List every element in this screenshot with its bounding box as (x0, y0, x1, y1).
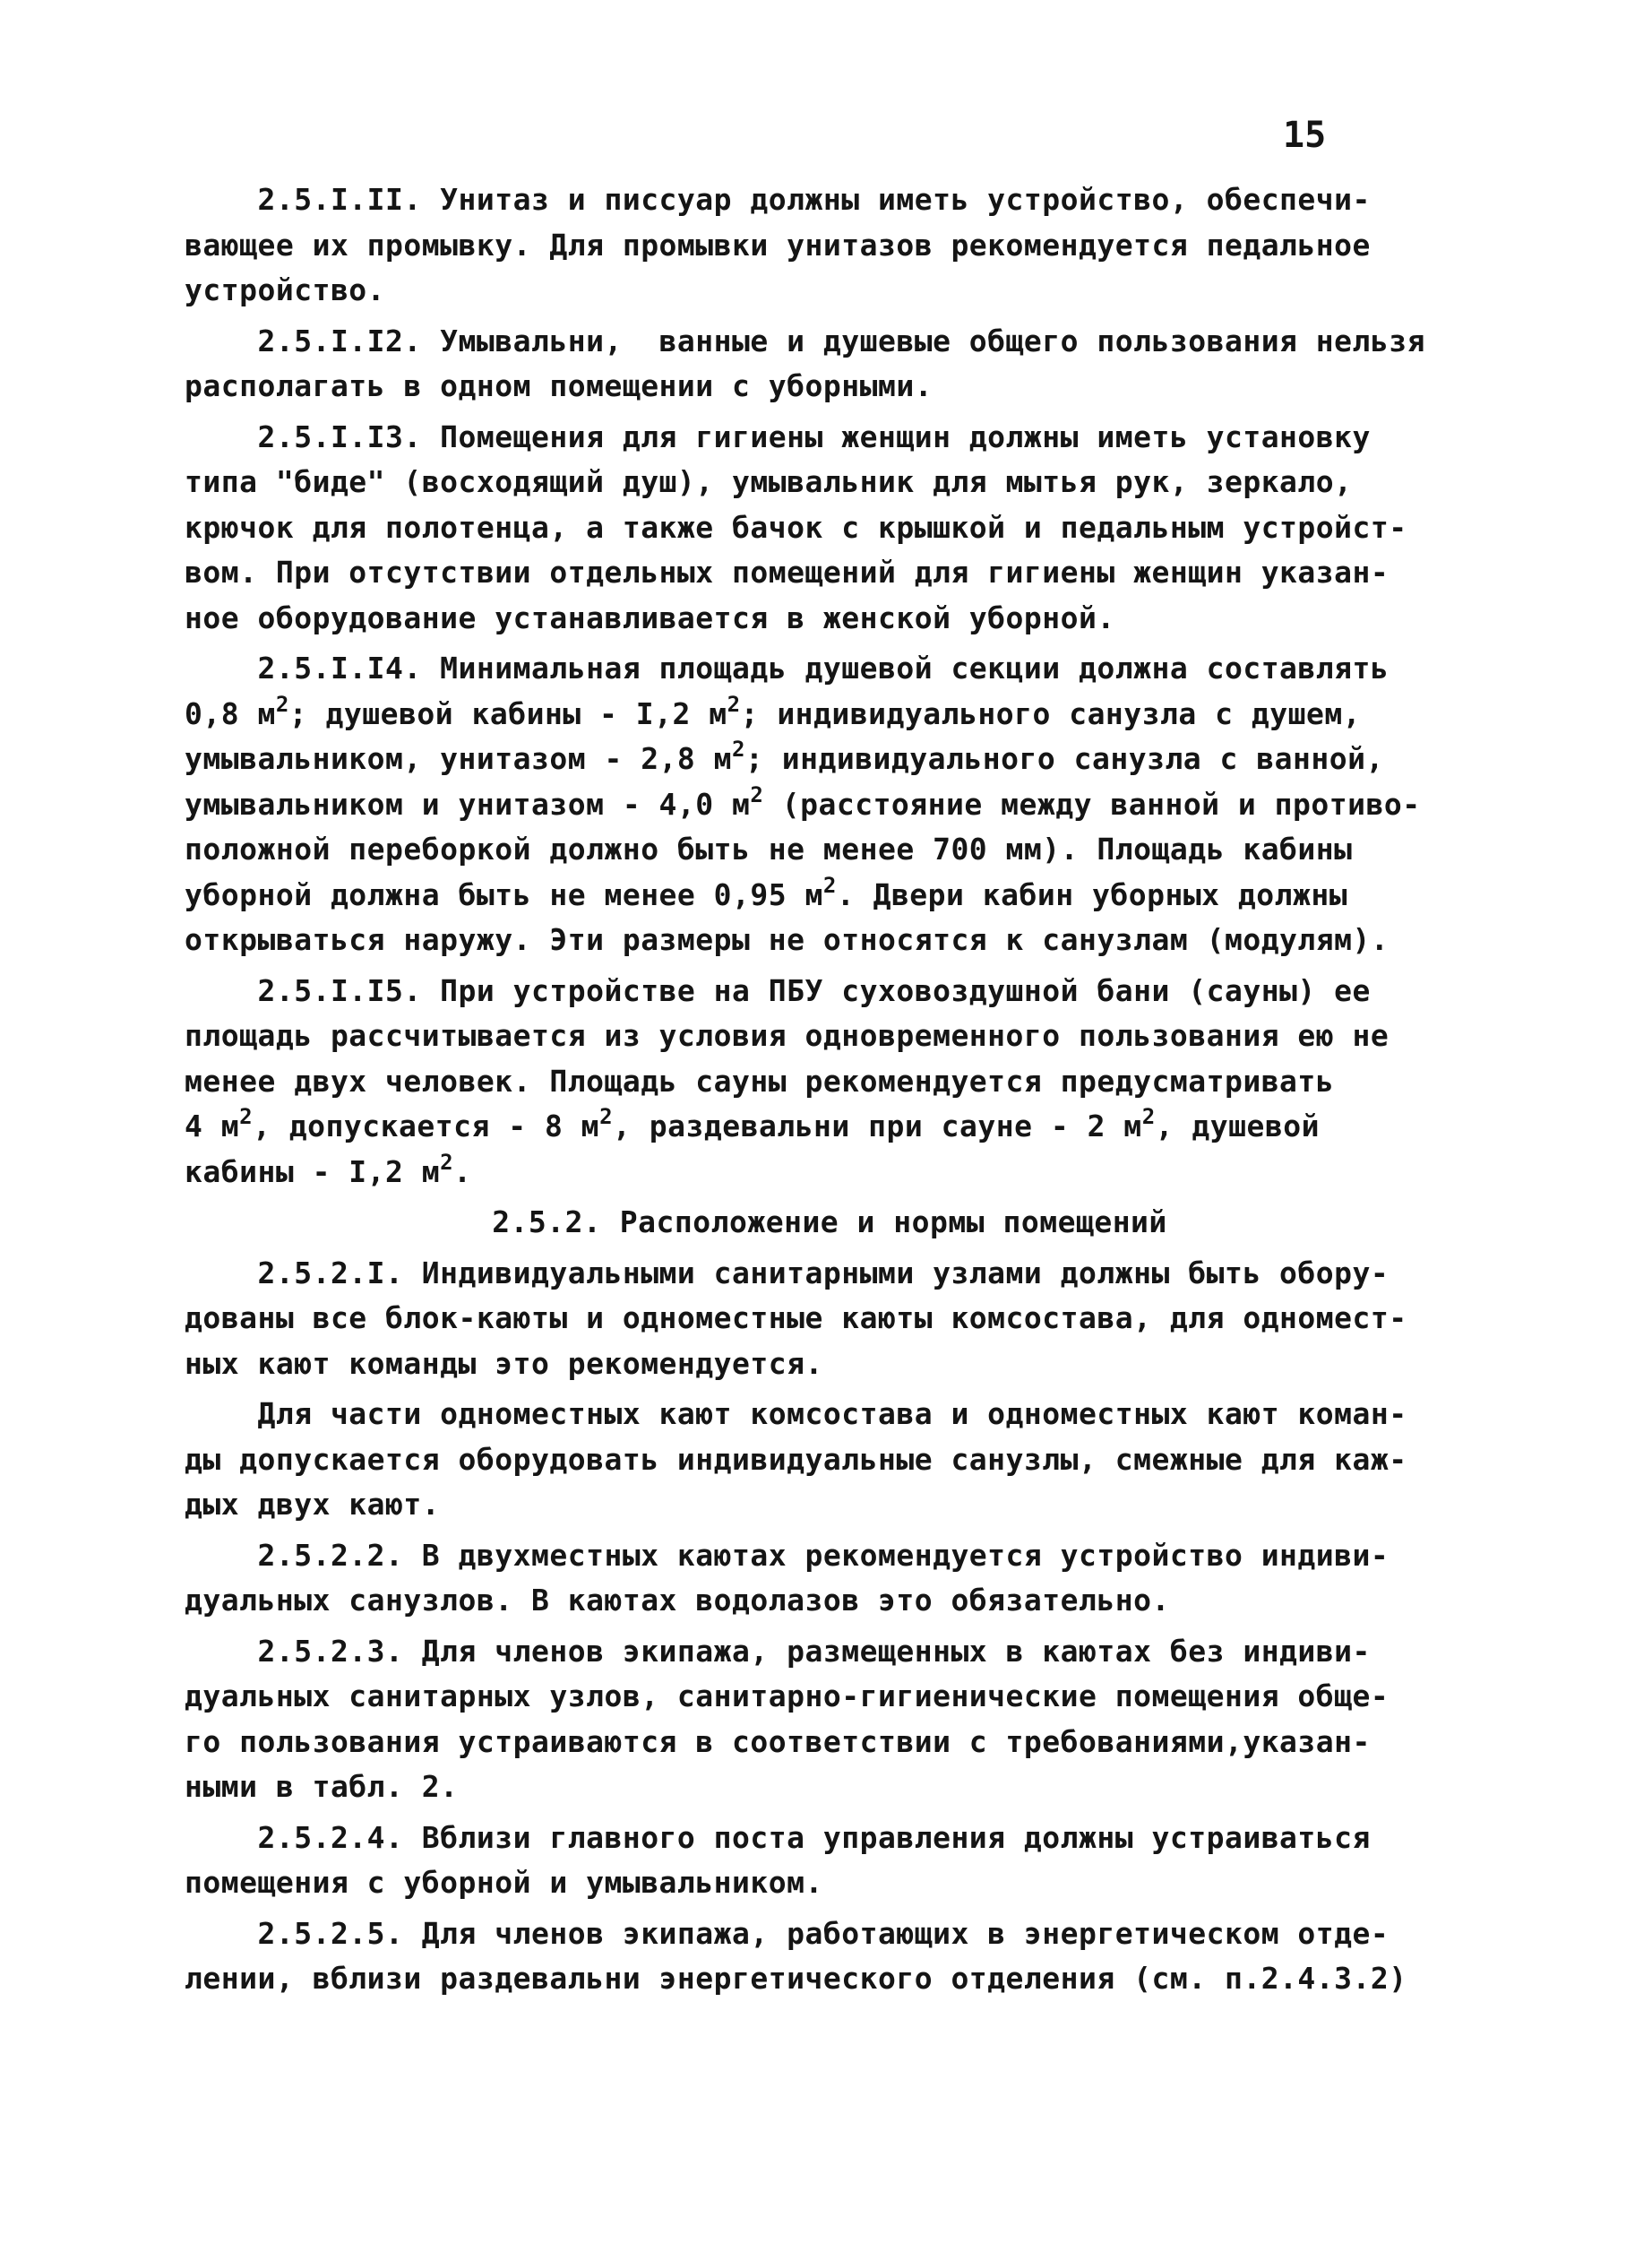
text-line: ды допускается оборудовать индивидуальные санузлы, смежные для каж- (185, 1441, 1407, 1477)
text-line: го пользования устраиваются в соответствии с требованиями,указан- (185, 1723, 1371, 1759)
text-line: 2.5.2.4. Вблизи главного поста управления должны устраиваться (185, 1819, 1371, 1855)
text-line: площадь рассчитывается из условия одновременного пользования ею не (185, 1018, 1390, 1053)
text-line: дуальных санитарных узлов, санитарно-гигиенические помещения обще- (185, 1678, 1390, 1713)
superscript: 2 (275, 691, 289, 717)
text-line: типа "биде" (восходящий душ), умывальник для мытья рук, зеркало, (185, 464, 1353, 499)
superscript: 2 (727, 691, 741, 717)
text-line: устройство. (185, 272, 386, 307)
text-line: открываться наружу. Эти размеры не относятся к санузлам (модулям). (185, 922, 1390, 957)
text-line: 2.5.I.I3. Помещения для гигиены женщин должны иметь установку (185, 418, 1371, 454)
text-line: ными в табл. 2. (185, 1769, 459, 1804)
superscript: 2 (440, 1149, 454, 1175)
text-line: 2.5.I.I5. При устройстве на ПБУ суховоздушной бани (сауны) ее (185, 972, 1371, 1008)
text-line: располагать в одном помещении с уборными. (185, 368, 934, 403)
text-line: умывальником и унитазом - 4,0 $м^2$ (расстояние между ванной и противо- (185, 781, 1421, 822)
text-line: Для части одноместных кают комсостава и одноместных кают коман- (185, 1396, 1407, 1431)
text-line: ных кают команды это рекомендуется. (185, 1345, 823, 1381)
text-line: кабины - I,2 $м^2$. (185, 1149, 472, 1189)
superscript: 2 (239, 1104, 254, 1129)
text-line: положной переборкой должно быть не менее 700 мм). Площадь кабины (185, 832, 1353, 867)
superscript: 2 (1141, 1104, 1156, 1129)
superscript: 2 (822, 872, 837, 898)
text-line: менее двух человек. Площадь сауны рекомендуется предусматривать (185, 1063, 1335, 1099)
page-number: 15 (1283, 115, 1327, 156)
document-body (185, 177, 1475, 2002)
text-line: 2.5.I.I2. Умывальни, ванные и душевые общего пользования нельзя (185, 323, 1426, 358)
text-line: 2.5.I.II. Унитаз и писсуар должны иметь устройство, обеспечи- (185, 182, 1371, 217)
text-line: 0,8 $м^2$; душевой кабины - I,2 $м^2$; индивидуального санузла с душем, (185, 691, 1362, 731)
text-line: 2.5.2.I. Индивидуальными санитарными узлами должны быть обору- (185, 1255, 1390, 1290)
text-line: дых двух кают. (185, 1487, 441, 1522)
text-line: 2.5.2.2. В двухместных каютах рекомендуется устройство индиви- (185, 1537, 1390, 1573)
section-heading: 2.5.2. Расположение и нормы помещений (492, 1204, 1167, 1239)
text-line: вающее их промывку. Для промывки унитазов рекомендуется педальное (185, 227, 1371, 263)
text-line: умывальником, унитазом - 2,8 $м^2$; индивидуального санузла с ванной, (185, 737, 1384, 776)
text-line: лении, вблизи раздевальни энергетического отделения (см. п.2.4.3.2) (185, 1961, 1407, 1996)
text-line: 2.5.2.3. Для членов экипажа, размещенных в каютах без индиви- (185, 1633, 1371, 1669)
text-line: 4 $м^2$, допускается - 8 $м^2$, раздевальни при сауне - 2 $м^2$, душевой (185, 1104, 1320, 1143)
text-line: ное оборудование устанавливается в женской уборной. (185, 600, 1115, 635)
text-line: помещения с уборной и умывальником. (185, 1865, 823, 1900)
text-line: крючок для полотенца, а также бачок с крышкой и педальным устройст- (185, 509, 1407, 545)
text-line: 2.5.I.I4. Минимальная площадь душевой секции должна составлять (185, 651, 1390, 686)
superscript: 2 (599, 1104, 614, 1129)
text-line: 2.5.2.5. Для членов экипажа, работающих в энергетическом отде- (185, 1915, 1390, 1951)
superscript: 2 (732, 737, 745, 762)
text-line: уборной должна быть не менее 0,95 $м^2$. Двери кабин уборных должны (185, 872, 1348, 912)
text-line: дуальных санузлов. В каютах водолазов это обязательно. (185, 1583, 1170, 1618)
text-line: дованы все блок-каюты и одноместные каюты комсостава, для одномест- (185, 1300, 1407, 1335)
superscript: 2 (750, 781, 764, 807)
text-line: вом. При отсутствии отдельных помещений для гигиены женщин указан- (185, 555, 1390, 590)
